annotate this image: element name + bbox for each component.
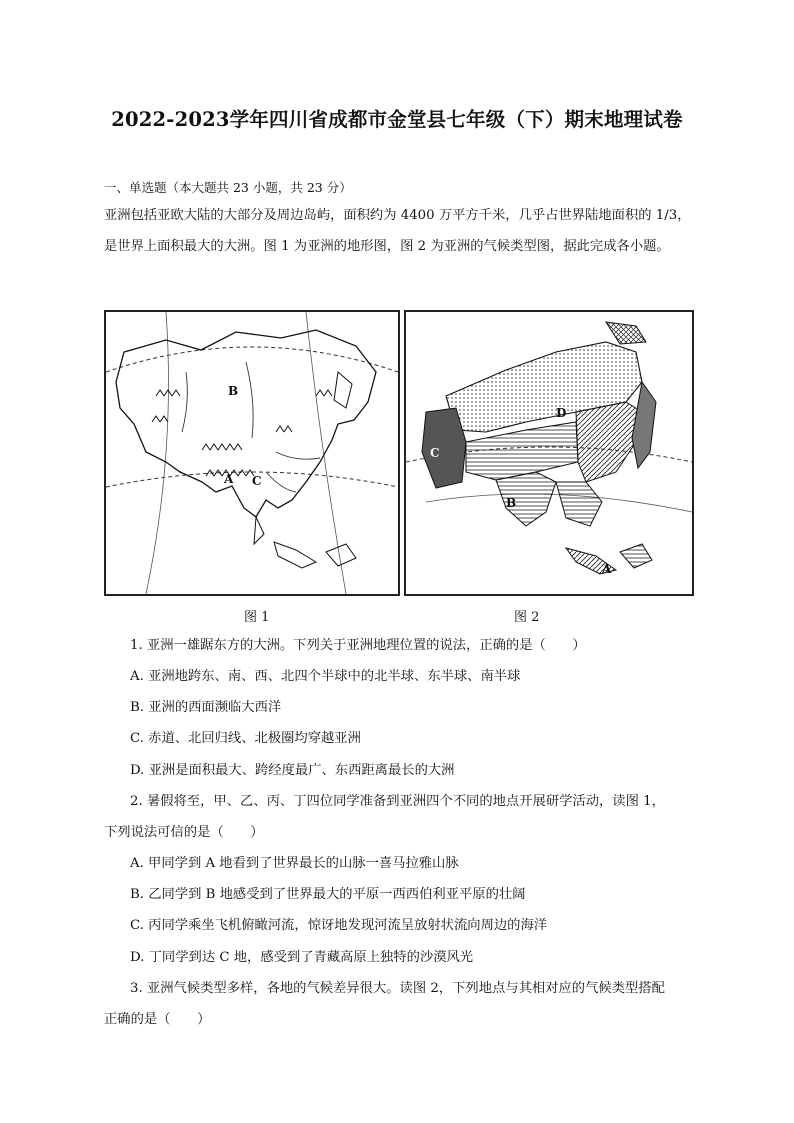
figure-1-terrain-map [104, 310, 400, 596]
question-1-option-c[interactable]: C. 赤道、北回归线、北极圈均穿越亚洲 [130, 731, 361, 746]
figure-2-climate-map [404, 310, 694, 596]
figure-row [104, 310, 694, 600]
section-heading: 一、单选题（本大题共 23 小题，共 23 分） [104, 180, 352, 195]
question-1-option-b[interactable]: B. 亚洲的西面濒临大西洋 [130, 700, 282, 715]
figure-2-caption: 图 2 [514, 610, 540, 625]
question-2-option-b[interactable]: B. 乙同学到 B 地感受到了世界最大的平原一西西伯利亚平原的壮阔 [130, 887, 526, 902]
map-label: A [602, 562, 612, 576]
question-2-option-d[interactable]: D. 丁同学到达 C 地，感受到了青藏高原上独特的沙漠风光 [130, 950, 474, 965]
intro-line: 亚洲包括亚欧大陆的大部分及周边岛屿，面积约为 4400 万平方千米，几乎占世界陆地面积的 1/3， [104, 208, 691, 223]
map-label: B [228, 384, 239, 398]
question-1-option-a[interactable]: A. 亚洲地跨东、南、西、北四个半球中的北半球、东半球、南半球 [130, 669, 521, 684]
question-3-stem-continued: 正确的是（ ） [104, 1012, 211, 1027]
intro-line: 是世界上面积最大的大洲。图 1 为亚洲的地形图，图 2 为亚洲的气候类型图，据此完成各小题。 [104, 239, 670, 254]
intro-paragraph [104, 200, 704, 262]
map-label: A [224, 472, 234, 486]
question-3-stem: 3. 亚洲气候类型多样，各地的气候差异很大。读图 2，下列地点与其相对应的气候类型搭配 [130, 981, 665, 996]
question-2-option-c[interactable]: C. 丙同学乘坐飞机俯瞰河流，惊讶地发现河流呈放射状流向周边的海洋 [130, 918, 548, 933]
question-2-option-a[interactable]: A. 甲同学到 A 地看到了世界最长的山脉一喜马拉雅山脉 [130, 856, 459, 871]
page-title: 2022-2023学年四川省成都市金堂县七年级（下）期末地理试卷 [111, 108, 683, 131]
map-label: C [430, 446, 440, 460]
question-2-stem-continued: 下列说法可信的是（ ） [104, 825, 264, 840]
map-label: B [506, 496, 517, 510]
question-2-stem: 2. 暑假将至，甲、乙、丙、丁四位同学准备到亚洲四个不同的地点开展研学活动，读图 1， [130, 794, 665, 809]
figure-1-caption: 图 1 [244, 610, 270, 625]
map-label: C [252, 474, 262, 488]
map-label: D [556, 406, 567, 420]
question-1-stem: 1. 亚洲一雄踞东方的大洲。下列关于亚洲地理位置的说法，正确的是（ ） [130, 638, 586, 653]
question-1-option-d[interactable]: D. 亚洲是面积最大、跨经度最广、东西距离最长的大洲 [130, 763, 455, 778]
